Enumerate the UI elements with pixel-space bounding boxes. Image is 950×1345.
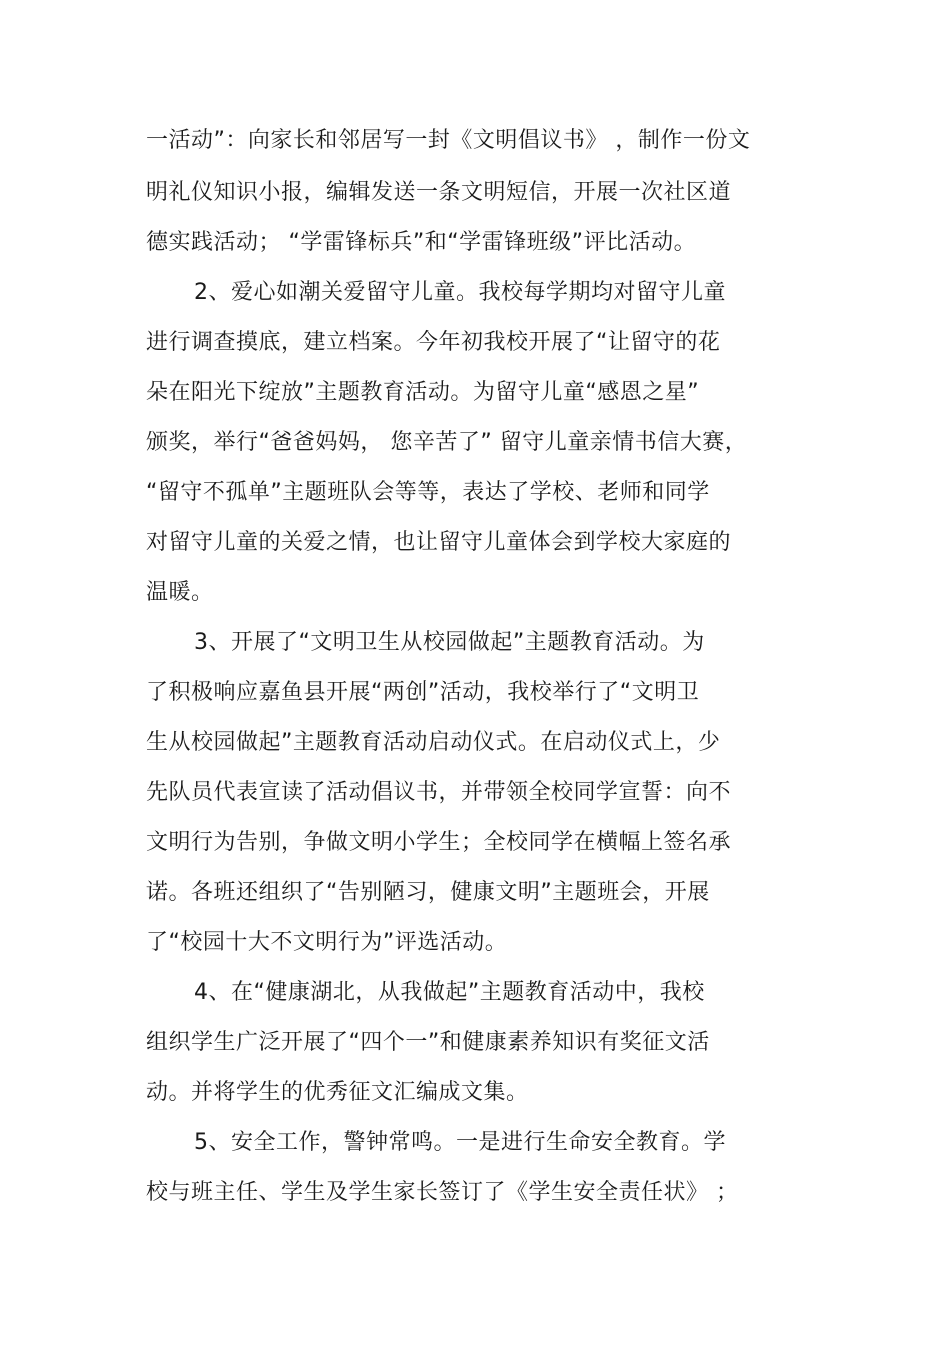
text-line: 了积极响应嘉鱼县开展“两创”活动，我校举行了“文明卫 [146, 680, 700, 705]
text-line: 先队员代表宣读了活动倡议书，并带领全校同学宣誓：向不 [146, 780, 732, 805]
text-line: 朵在阳光下绽放”主题教育活动。为留守儿童“感恩之星” [146, 380, 700, 405]
text-line: 动。并将学生的优秀征文汇编成文集。 [146, 1080, 529, 1105]
paragraph-2-start: 2、爱心如潮关爱留守儿童。我校每学期均对留守儿童 [194, 280, 726, 305]
paragraph-4-start: 4、在“健康湖北，从我做起”主题教育活动中，我校 [194, 980, 705, 1005]
text-line: 组织学生广泛开展了“四个一”和健康素养知识有奖征文活 [146, 1030, 710, 1055]
text-line: 颁奖，举行“爸爸妈妈， 您辛苦了” 留守儿童亲情书信大赛， [146, 430, 748, 455]
text-line: 一活动”：向家长和邻居写一封《文明倡议书》 ，制作一份文 [146, 128, 751, 153]
text-line: 明礼仪知识小报，编辑发送一条文明短信，开展一次社区道 [146, 180, 732, 205]
paragraph-3-start: 3、开展了“文明卫生从校园做起”主题教育活动。为 [194, 630, 705, 655]
text-line: 诺。各班还组织了“告别陋习，健康文明”主题班会，开展 [146, 880, 710, 905]
text-line: 了“校园十大不文明行为”评选活动。 [146, 930, 508, 955]
text-line: 生从校园做起”主题教育活动启动仪式。在启动仪式上，少 [146, 730, 721, 755]
text-line: 德实践活动； “学雷锋标兵”和“学雷锋班级”评比活动。 [146, 230, 697, 255]
text-line: 进行调查摸底，建立档案。今年初我校开展了“让留守的花 [146, 330, 721, 355]
text-line: 温暖。 [146, 580, 214, 605]
text-line: 校与班主任、学生及学生家长签订了《学生安全责任状》 ； [146, 1180, 739, 1205]
paragraph-5-start: 5、安全工作，警钟常鸣。一是进行生命安全教育。学 [194, 1130, 726, 1155]
text-line: “留守不孤单”主题班队会等等，表达了学校、老师和同学 [146, 480, 710, 505]
text-line: 文明行为告别，争做文明小学生；全校同学在横幅上签名承 [146, 830, 732, 855]
text-line: 对留守儿童的关爱之情，也让留守儿童体会到学校大家庭的 [146, 530, 732, 555]
